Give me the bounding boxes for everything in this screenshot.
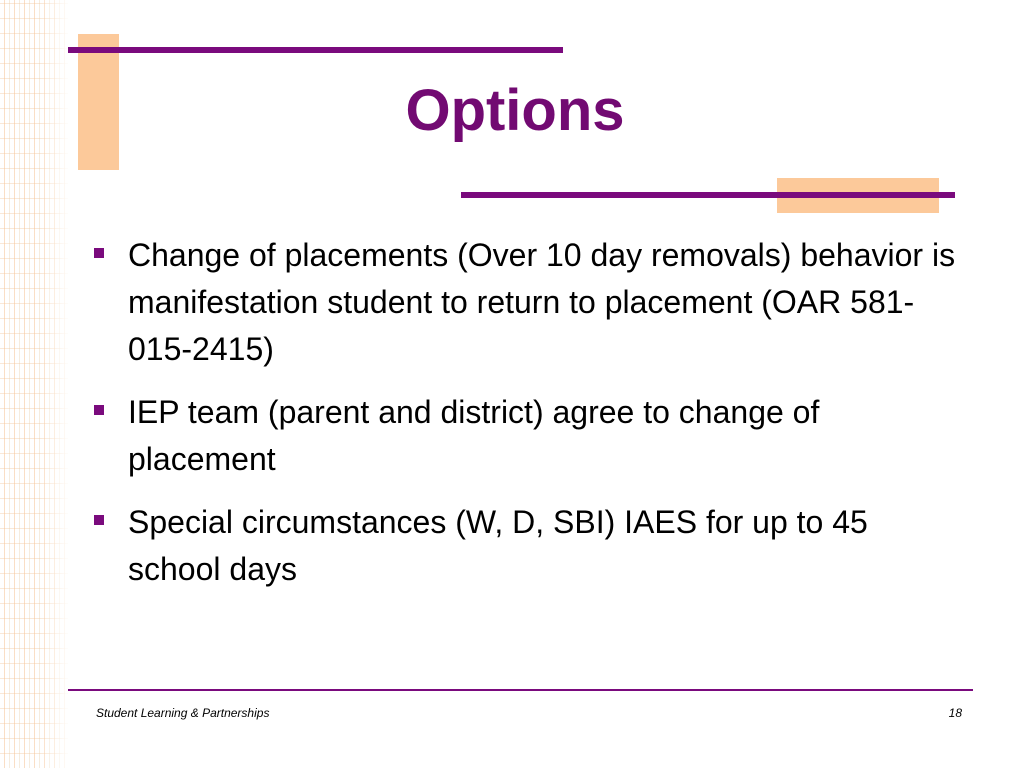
square-bullet-icon bbox=[94, 405, 104, 415]
bullet-item bbox=[90, 389, 970, 483]
bullet-text: Change of placements (Over 10 day removals) behavior is manifestation student to return to placement (OAR 581-015-2415) bbox=[128, 237, 956, 367]
bullet-list bbox=[90, 232, 970, 609]
bullet-text: Special circumstances (W, D, SBI) IAES for up to 45 school days bbox=[128, 504, 868, 587]
decorative-peach-block-left bbox=[78, 34, 119, 170]
decorative-rule-middle bbox=[461, 192, 955, 198]
bullet-text: IEP team (parent and district) agree to change of placement bbox=[128, 394, 820, 477]
footer-organization: Student Learning & Partnerships bbox=[96, 706, 270, 720]
page-number: 18 bbox=[948, 706, 962, 720]
bullet-item bbox=[90, 232, 970, 373]
decorative-rule-top bbox=[68, 47, 563, 53]
bullet-item bbox=[90, 499, 970, 593]
slide-title: Options bbox=[405, 78, 625, 143]
square-bullet-icon bbox=[94, 515, 104, 525]
square-bullet-icon bbox=[94, 248, 104, 258]
stripe-fade bbox=[40, 0, 68, 768]
footer-divider bbox=[68, 689, 973, 691]
